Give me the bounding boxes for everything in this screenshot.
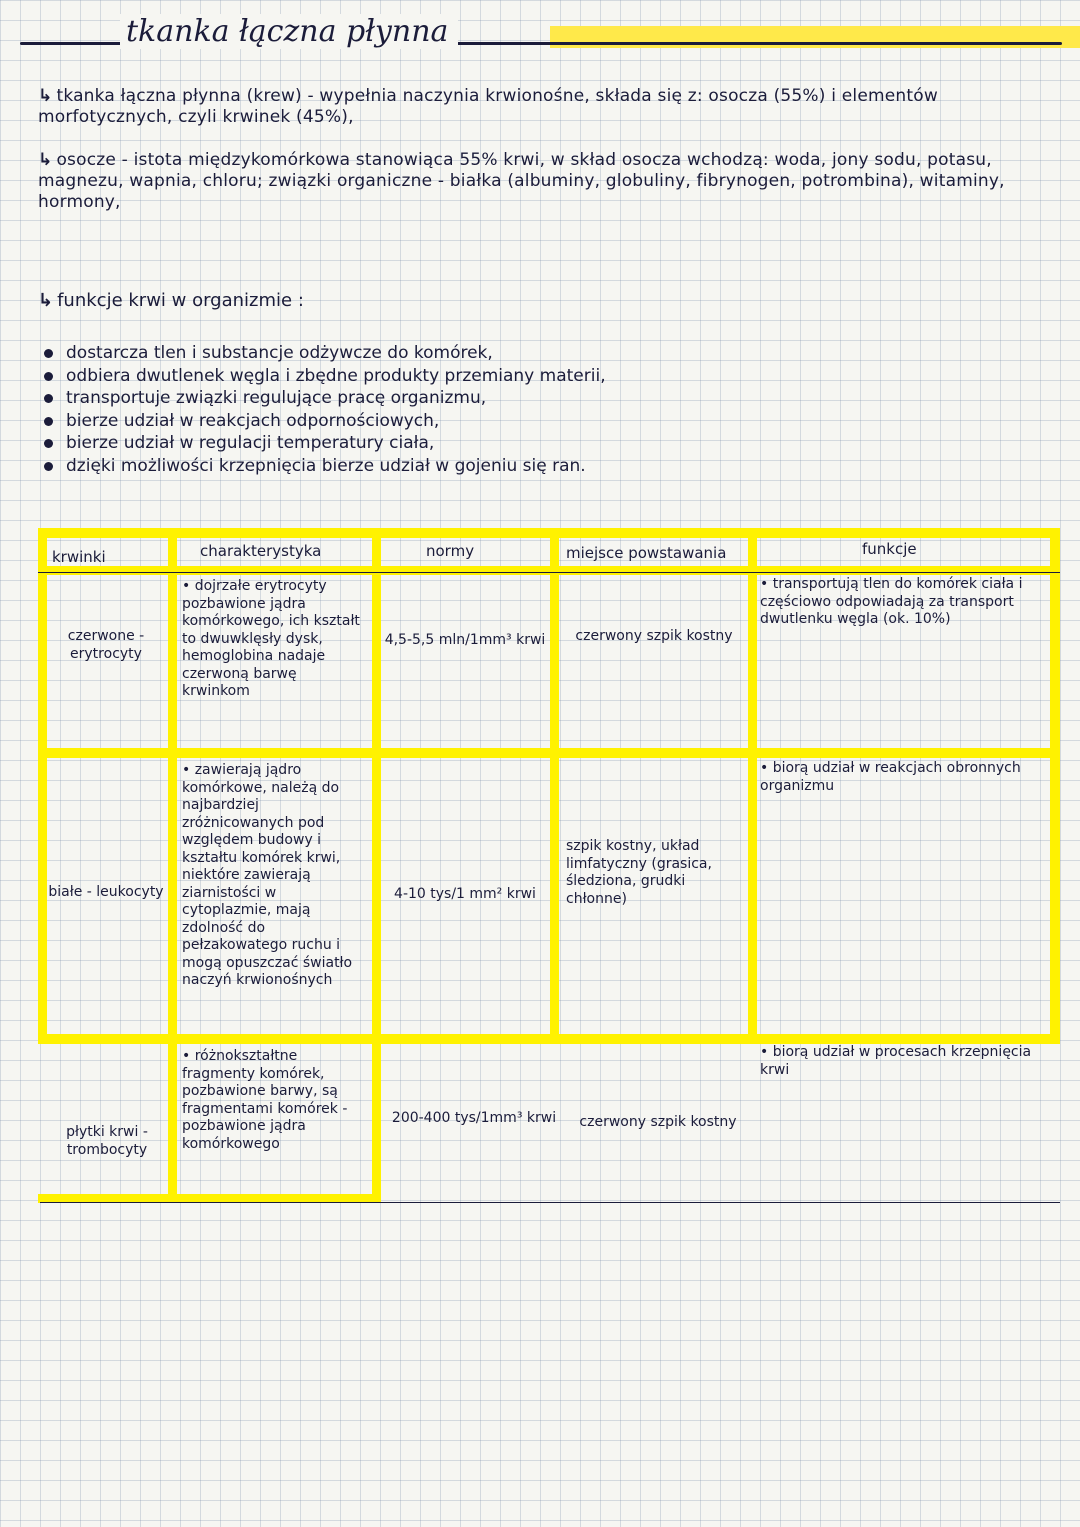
cell-name: czerwone - erytrocyty xyxy=(67,628,145,662)
functions-list xyxy=(42,342,1042,477)
table-row xyxy=(46,628,166,663)
table-line xyxy=(550,528,559,1044)
table-line xyxy=(38,748,1060,758)
plasma-definition xyxy=(38,150,1058,213)
blood-definition xyxy=(38,86,1058,128)
function-text: • biorą udział w procesach krzepnięcia krwi xyxy=(760,1044,1032,1078)
list-item: bierze udział w reakcjach odpornościowych, xyxy=(42,410,1042,433)
bottom-ink-line xyxy=(40,1202,1060,1203)
header-characteristics: charakterystyka xyxy=(200,542,322,560)
header-cells: krwinki xyxy=(52,548,106,566)
functions-heading-text: funkcje krwi w organizmie : xyxy=(57,290,304,311)
table-line xyxy=(1050,528,1060,1044)
cell-norm xyxy=(382,632,548,650)
arrow-icon: ↳ xyxy=(38,86,53,106)
list-item: odbiera dwutlenek węgla i zbędne produkty przemiany materii, xyxy=(42,365,1042,388)
origin-text: czerwony szpik kostny xyxy=(575,628,733,644)
cell-characteristics xyxy=(182,762,368,990)
function-text: • biorą udział w reakcjach obronnych organizmu xyxy=(760,760,1021,794)
header-norms: normy xyxy=(426,542,475,560)
characteristics-text: • zawierają jądro komórkowe, należą do najbardziej zróżnicowanych pod względem budowy i kształtu komórek krwi, niektóre zawierają ziarnistości w cytoplazmie, mają zdolność do pełzakowatego ruchu i mogą opuszczać światło naczyń krwionośnych xyxy=(182,762,353,988)
cell-origin xyxy=(562,628,746,646)
header-functions: funkcje xyxy=(862,540,917,558)
plasma-definition-text: osocze - istota międzykomórkowa stanowiąca 55% krwi, w skład osocza wchodzą: woda, jony sodu, potasu, magnezu, wapnia, chloru; związki organiczne - białka (albuminy, globuliny, fibrynogen, potrombina), witaminy, hormony, xyxy=(38,150,1005,212)
cell-function xyxy=(760,760,1046,795)
blood-definition-text: tkanka łączna płynna (krew) - wypełnia naczynia krwionośne, składa się z: osocza (55%) i elementów morfotycznych, czyli krwinek (45%), xyxy=(38,86,938,127)
functions-heading xyxy=(38,290,304,311)
function-text: • transportują tlen do komórek ciała i częściowo odpowiadają za transport dwutlenku węgla (ok. 10%) xyxy=(760,576,1023,627)
table-line xyxy=(38,566,1060,575)
arrow-icon: ↳ xyxy=(38,290,54,311)
cell-function xyxy=(760,576,1046,629)
table-line xyxy=(168,528,177,1044)
norm-text: 200-400 tys/1mm³ krwi xyxy=(391,1110,557,1126)
title-block xyxy=(20,14,1062,54)
cell-origin xyxy=(566,1114,750,1132)
origin-text: czerwony szpik kostny xyxy=(579,1114,737,1130)
header-origin: miejsce powstawania xyxy=(566,544,727,562)
cell-characteristics xyxy=(182,578,368,701)
header-ink-line xyxy=(38,572,1060,573)
table-row xyxy=(46,884,166,902)
characteristics-text: • różnokształtne fragmenty komórek, pozbawione barwy, są fragmentami komórek - pozbawione jądra komórkowego xyxy=(182,1048,348,1152)
cell-name: płytki krwi - trombocyty xyxy=(66,1124,148,1158)
list-item: dzięki możliwości krzepnięcia bierze udział w gojeniu się ran. xyxy=(42,455,1042,478)
cell-name: białe - leukocyty xyxy=(48,884,164,900)
origin-text: szpik kostny, układ limfatyczny (grasica, śledziona, grudki chłonne) xyxy=(566,838,712,907)
table-line xyxy=(38,528,47,1044)
table-line xyxy=(38,1034,1060,1044)
table-line xyxy=(372,1044,381,1203)
cell-norm xyxy=(382,886,548,904)
norm-text: 4,5-5,5 mln/1mm³ krwi xyxy=(384,632,546,648)
table-line xyxy=(168,1044,177,1203)
cell-origin xyxy=(566,838,744,908)
page-title: tkanka łączna płynna xyxy=(120,14,458,49)
cell-characteristics xyxy=(182,1048,368,1153)
characteristics-text: • dojrzałe erytrocyty pozbawione jądra komórkowego, ich kształt to dwuwklęsły dysk, hemoglobina nadaje czerwoną barwę krwinkom xyxy=(182,578,360,699)
table-line xyxy=(748,528,757,1044)
arrow-icon: ↳ xyxy=(38,150,53,170)
table-row xyxy=(46,1124,168,1159)
list-item: transportuje związki regulujące pracę organizmu, xyxy=(42,387,1042,410)
table-line xyxy=(372,528,381,1044)
norm-text: 4-10 tys/1 mm² krwi xyxy=(394,886,536,902)
list-item: dostarcza tlen i substancje odżywcze do komórek, xyxy=(42,342,1042,365)
cell-function xyxy=(760,1044,1046,1079)
list-item: bierze udział w regulacji temperatury ciała, xyxy=(42,432,1042,455)
table-line xyxy=(38,528,1060,538)
cell-norm xyxy=(384,1110,564,1128)
